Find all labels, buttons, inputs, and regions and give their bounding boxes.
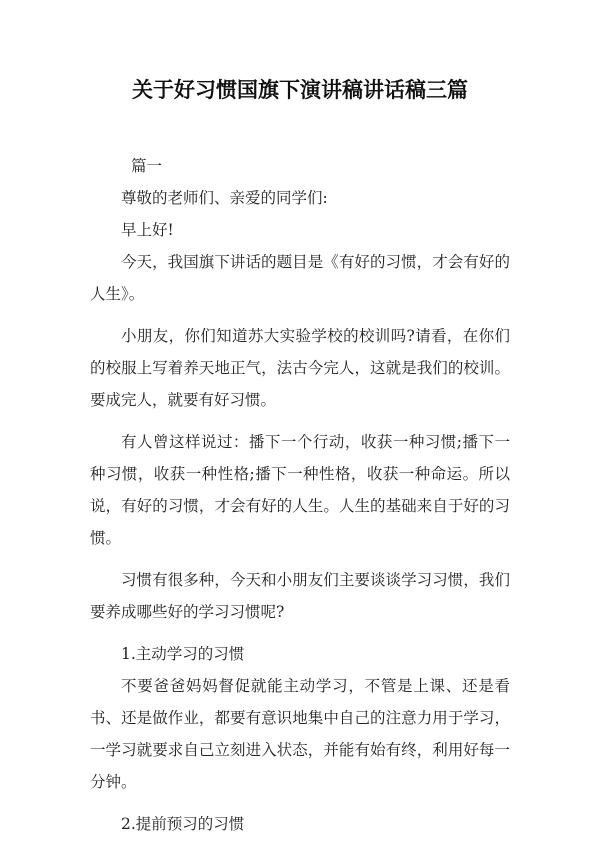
document-body	[90, 150, 510, 840]
paragraph: 今天，我国旗下讲话的题目是《有好的习惯，才会有好的人生》。	[90, 253, 510, 303]
morning-line: 早上好!	[121, 221, 174, 239]
paragraph: 有人曾这样说过：播下一个行动，收获一种习惯;播下一种习惯，收获一种性格;播下一种性格，收获一种命运。所以说，有好的习惯，才会有好的人生。人生的基础来自于好的习惯。	[90, 433, 510, 547]
document-title: 关于好习惯国旗下演讲稿讲话稿三篇	[132, 78, 468, 102]
paragraph: 小朋友，你们知道苏大实验学校的校训吗?请看，在你们的校服上写着养天地正气，法古今完人，这就是我们的校训。要成完人，就要有好习惯。	[90, 327, 510, 409]
greeting-line: 尊敬的老师们、亲爱的同学们:	[121, 189, 328, 207]
paragraph: 习惯有很多种，今天和小朋友们主要谈谈学习习惯，我们要养成哪些好的学习习惯呢?	[90, 571, 510, 621]
section-label: 篇一	[131, 157, 163, 175]
paragraph: 不要爸爸妈妈督促就能主动学习，不管是上课、还是看书、还是做作业，都要有意识地集中自己的注意力用于学习，一学习就要求自己立刻进入状态，并能有始有终，利用好每一分钟。	[90, 677, 510, 791]
list-heading: 1.主动学习的习惯	[121, 645, 245, 663]
list-heading: 2.提前预习的习惯	[121, 815, 245, 833]
